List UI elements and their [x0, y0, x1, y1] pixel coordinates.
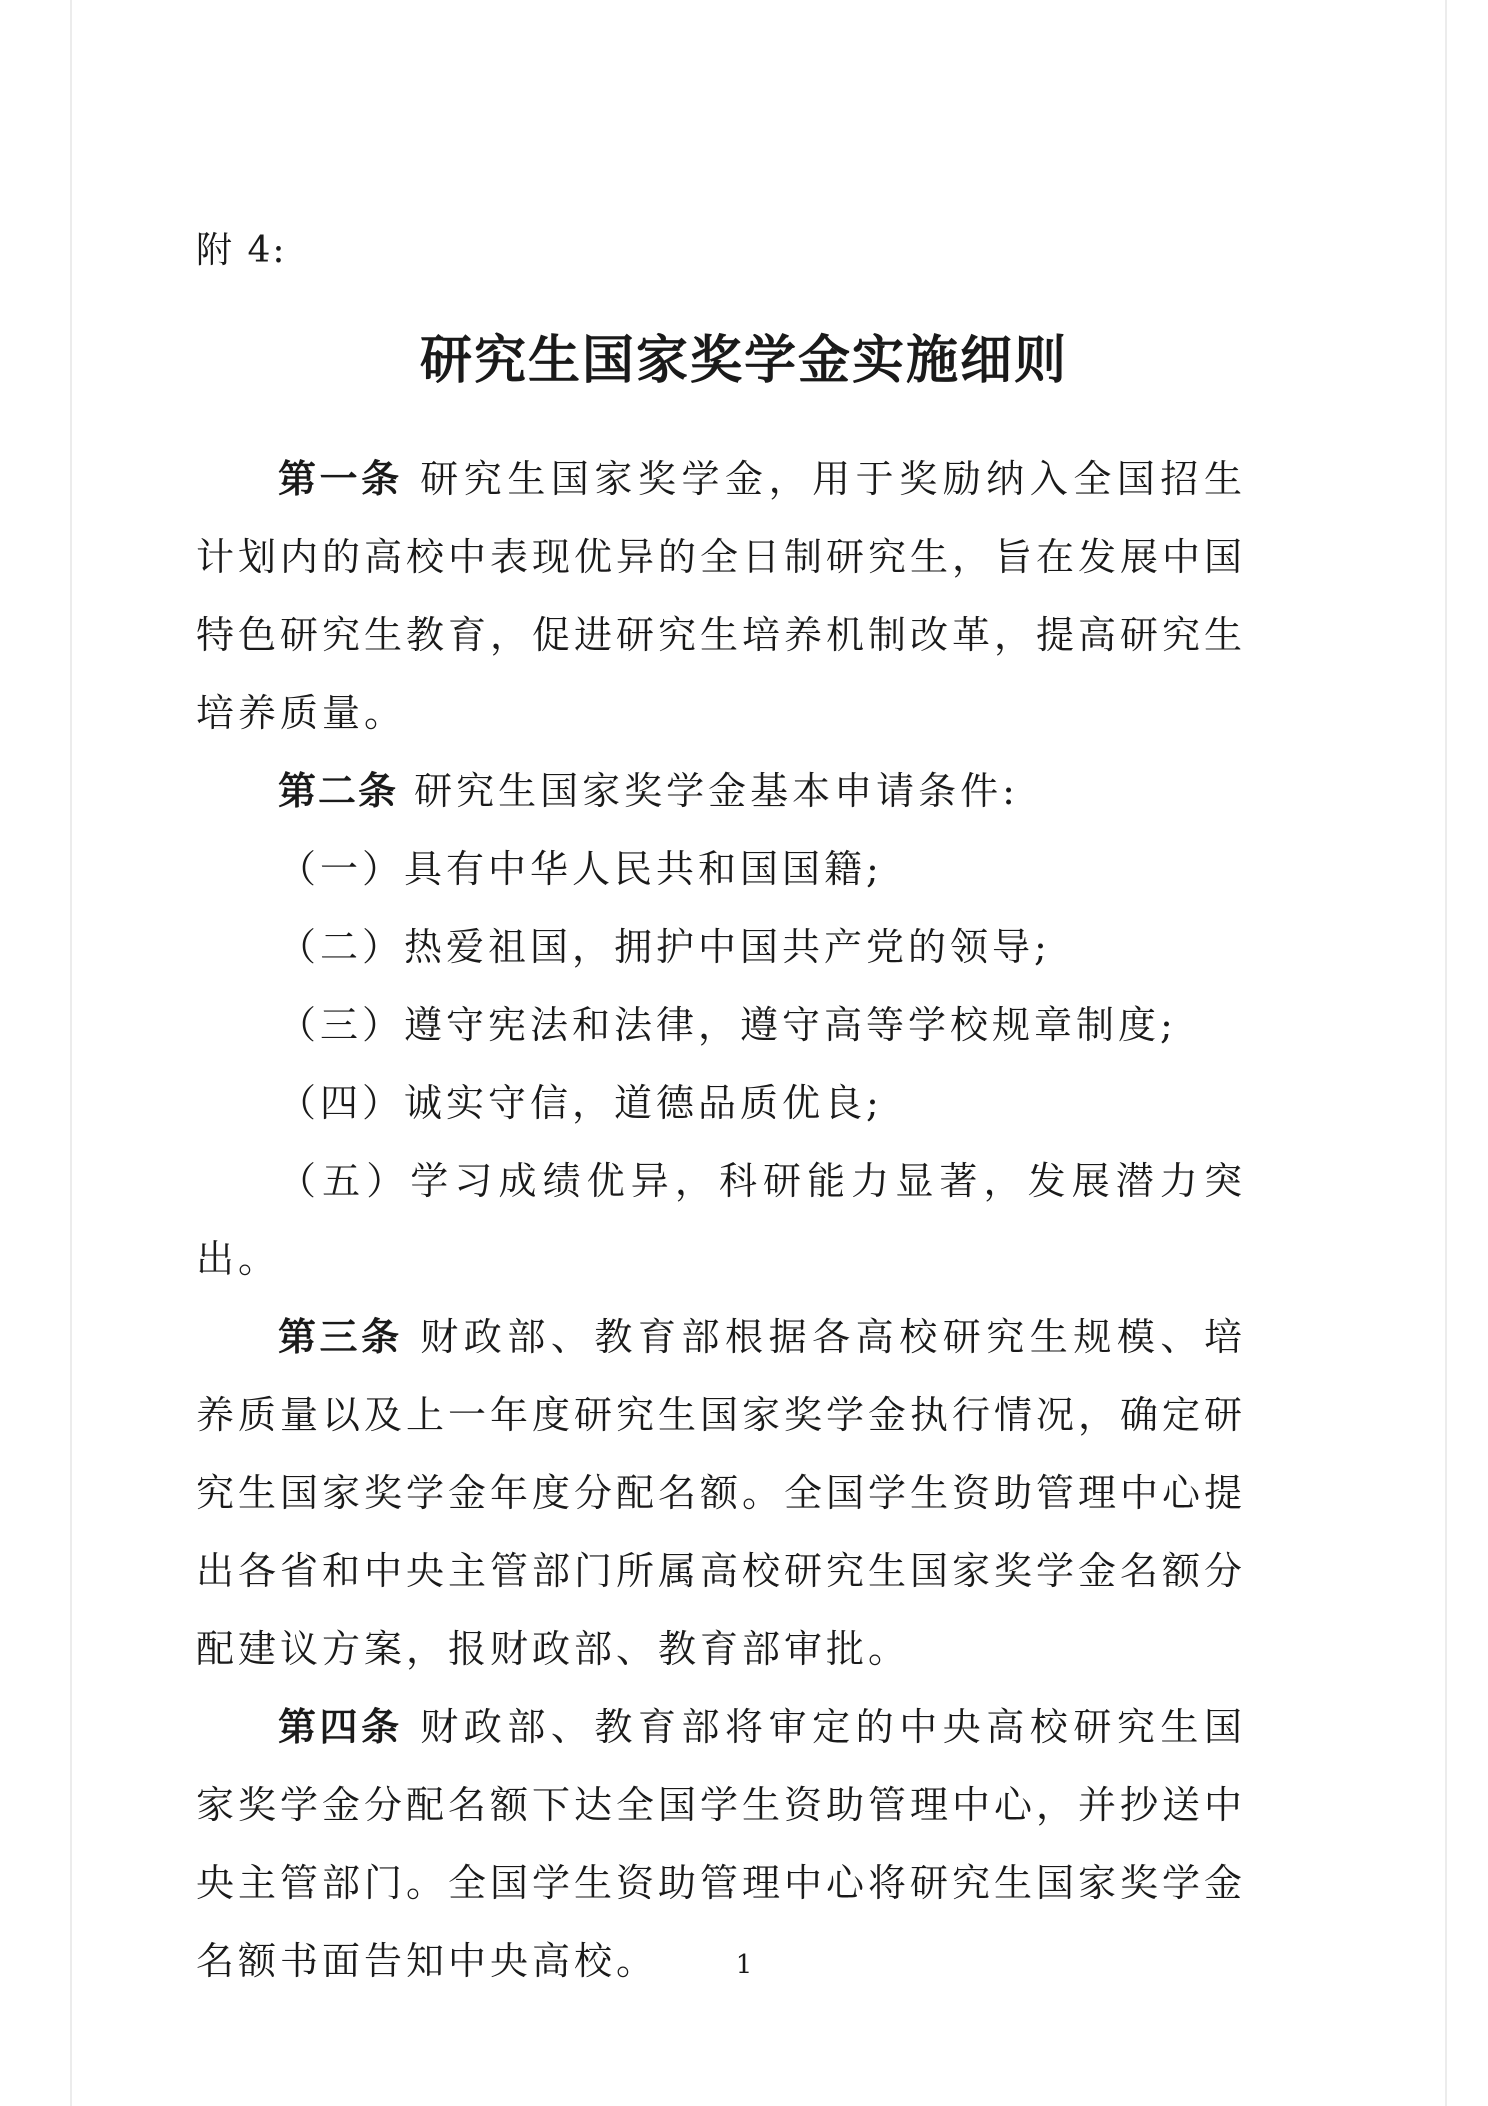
- article-3-text: 财政部、教育部根据各高校研究生规模、培养质量以及上一年度研究生国家奖学金执行情况，确定研究生国家奖学金年度分配名额。全国学生资助管理中心提出各省和中央主管部门所属高校研究生国家奖学金名额分配建议方案，报财政部、教育部审批。: [196, 1315, 1247, 1671]
- article-2-item-5: （五）学习成绩优异，科研能力显著，发展潜力突出。: [196, 1159, 1246, 1281]
- article-1: [196, 440, 1246, 752]
- article-2-heading: 第二条: [278, 768, 399, 813]
- page-edge-right: [1445, 0, 1447, 2106]
- article-2-item-1: （一）具有中华人民共和国国籍;: [278, 847, 883, 891]
- document-body: [196, 440, 1246, 2000]
- article-2-item-2: （二）热爱祖国，拥护中国共产党的领导;: [278, 925, 1051, 969]
- page-number: 1: [735, 1950, 753, 1980]
- attachment-label: 附 4:: [196, 230, 287, 271]
- article-2-item-4: （四）诚实守信，道德品质优良;: [278, 1081, 883, 1125]
- page-edge-left: [70, 0, 72, 2106]
- document-title: 研究生国家奖学金实施细则: [419, 330, 1068, 391]
- article-2: [196, 752, 1246, 830]
- article-3-heading: 第三条: [278, 1314, 403, 1359]
- article-1-text: 研究生国家奖学金，用于奖励纳入全国招生计划内的高校中表现优异的全日制研究生，旨在发展中国特色研究生教育，促进研究生培养机制改革，提高研究生培养质量。: [196, 457, 1247, 735]
- article-4-heading: 第四条: [278, 1704, 403, 1749]
- article-1-heading: 第一条: [278, 456, 403, 501]
- article-2-text: 研究生国家奖学金基本申请条件:: [414, 769, 1019, 813]
- article-3: [196, 1298, 1246, 1688]
- article-4-text: 财政部、教育部将审定的中央高校研究生国家奖学金分配名额下达全国学生资助管理中心，并抄送中央主管部门。全国学生资助管理中心将研究生国家奖学金名额书面告知中央高校。: [196, 1705, 1247, 1983]
- article-2-item-3: （三）遵守宪法和法律，遵守高等学校规章制度;: [278, 1003, 1177, 1047]
